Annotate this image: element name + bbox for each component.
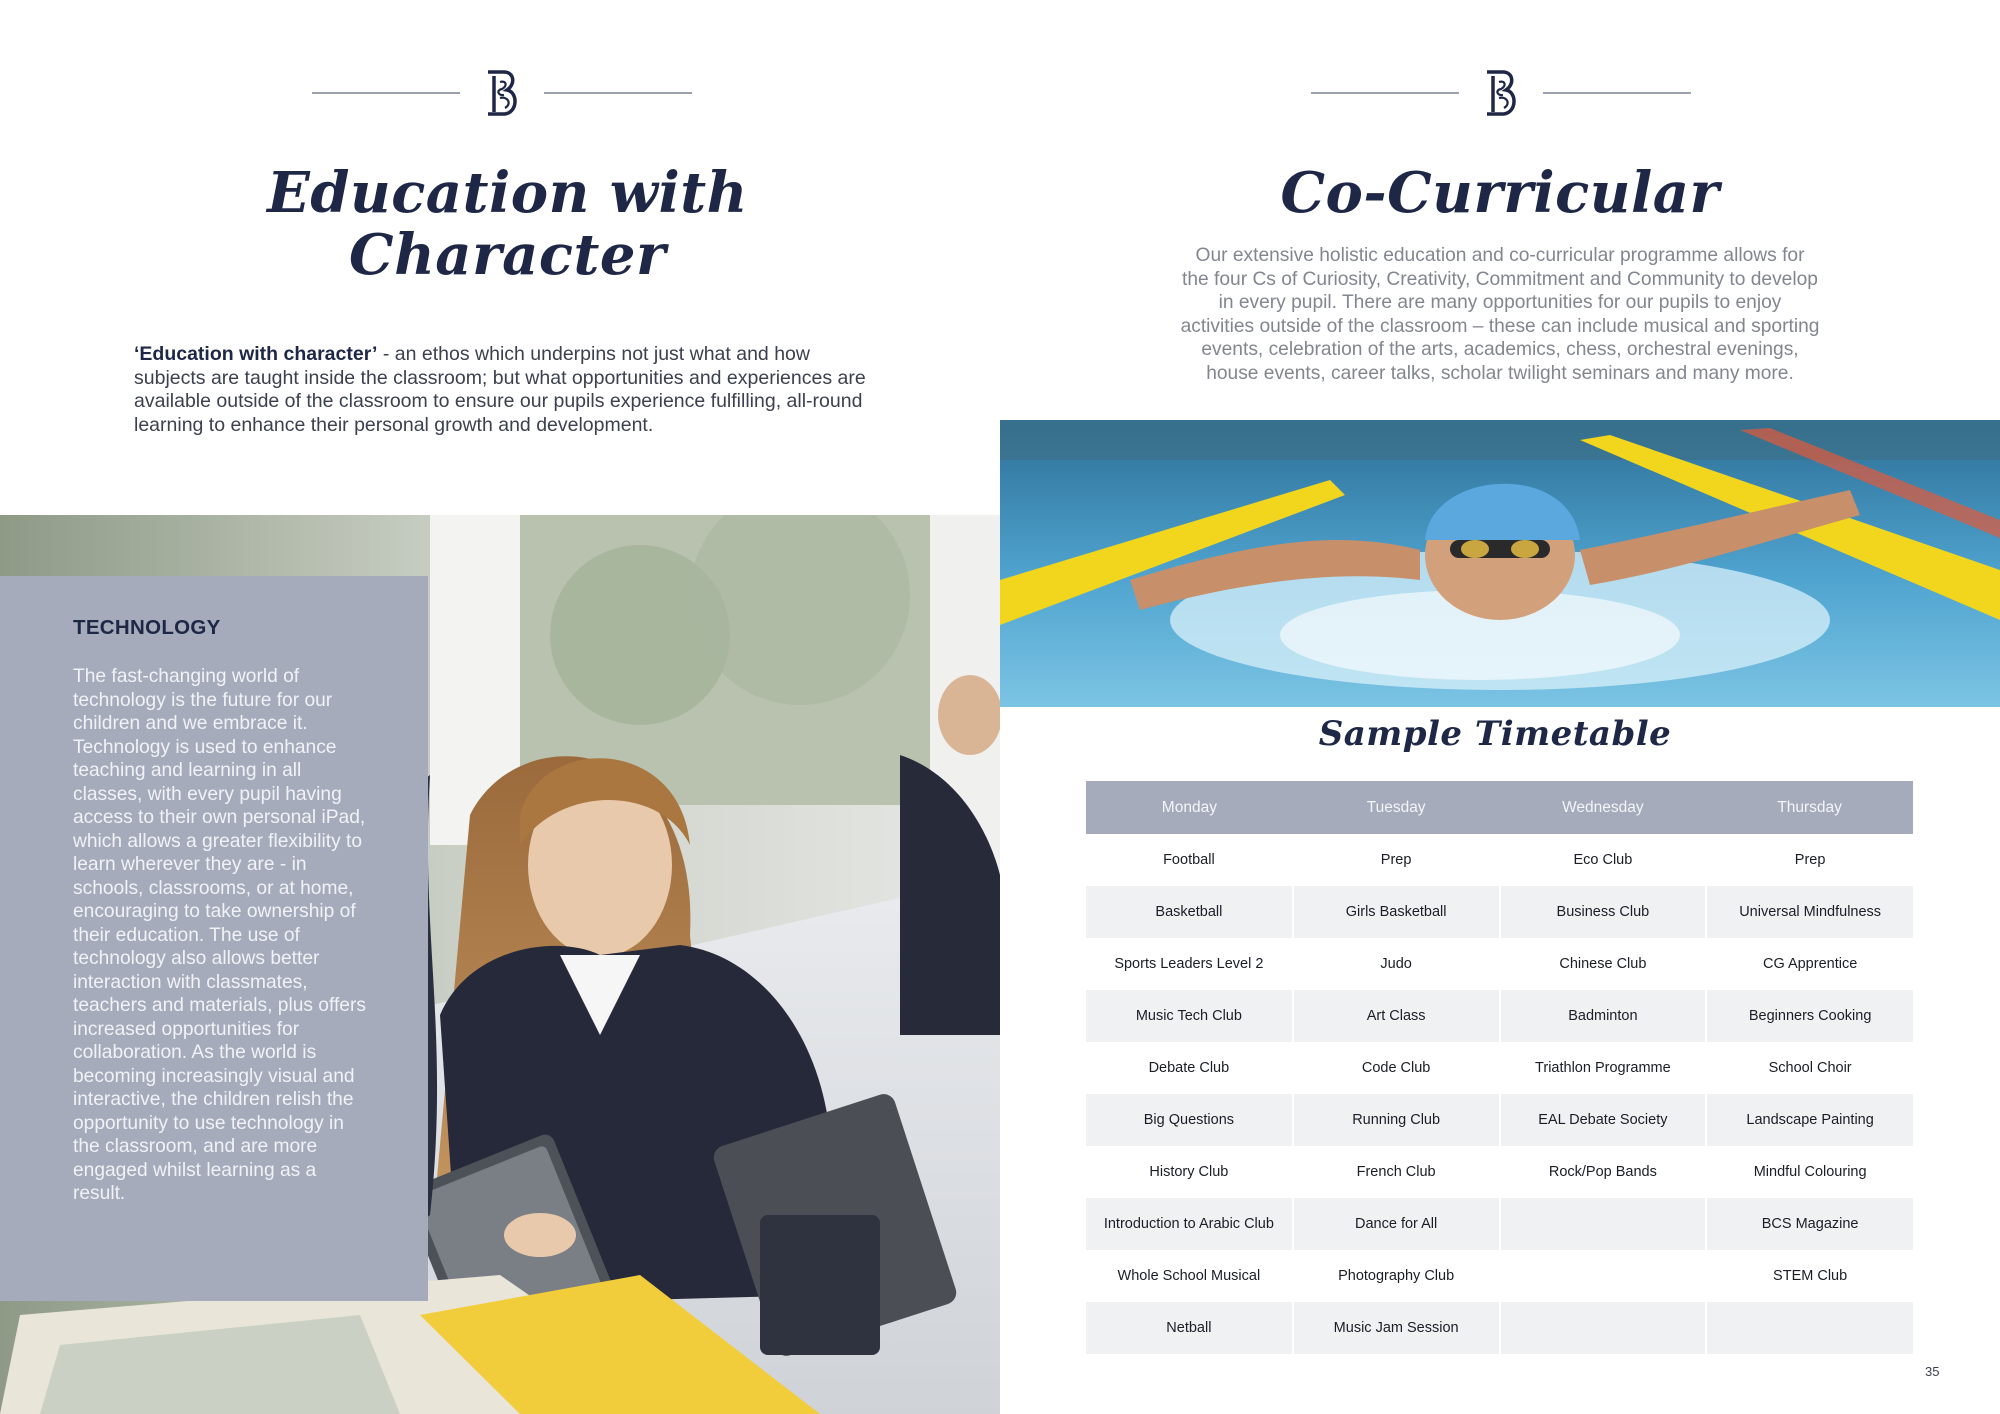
divider-line <box>1311 92 1459 94</box>
crest-logo-icon <box>480 68 524 118</box>
table-cell: Business Club <box>1500 886 1707 938</box>
timetable-title: Sample Timetable <box>1318 714 1672 754</box>
table-row <box>1086 938 1913 990</box>
intro-bold-phrase: ‘Education with character’ <box>134 343 378 365</box>
table-cell: Photography Club <box>1293 1250 1500 1302</box>
sample-timetable <box>1086 781 1913 1354</box>
timetable-header-row <box>1086 781 1913 834</box>
table-cell: Music Jam Session <box>1293 1302 1500 1354</box>
table-row <box>1086 1198 1913 1250</box>
column-header: Wednesday <box>1500 781 1707 834</box>
table-cell: History Club <box>1086 1146 1293 1198</box>
table-row <box>1086 1302 1913 1354</box>
table-cell: Mindful Colouring <box>1753 1164 1867 1180</box>
table-row <box>1086 1094 1913 1146</box>
table-cell: Code Club <box>1293 1042 1500 1094</box>
table-cell <box>1706 1302 1913 1354</box>
table-cell: Basketball <box>1086 886 1293 938</box>
left-crest-emblem <box>312 68 692 118</box>
crest-logo-icon <box>1479 68 1523 118</box>
table-cell: Big Questions <box>1086 1094 1293 1146</box>
swimmer-photo-illustration <box>1000 420 2000 707</box>
table-cell: Art Class <box>1293 990 1500 1042</box>
technology-body: The fast-changing world of technology is the future for our children and we embrace it. Technology is used to enhance teaching and learning in all classes, with every pupil having access to their own personal iPad, which allows a greater flexibility to learn wherever they are - in schools, classrooms, or at home, encouraging to take ownership of their education. The use of technology also allows better interaction with classmates, teachers and materials, plus offers increased opportunities for collaboration. As the world is becoming increasingly visual and interactive, the children relish the opportunity to use technology in the classroom, and are more engaged whilst learning as a result. <box>73 666 366 1204</box>
table-cell: Triathlon Programme <box>1500 1042 1707 1094</box>
table-cell: Music Tech Club <box>1086 990 1293 1042</box>
page-title-co-curricular: Co-Curricular <box>1280 160 1720 226</box>
table-cell: Dance for All <box>1293 1198 1500 1250</box>
technology-panel <box>0 576 428 1301</box>
table-cell: Prep <box>1794 852 1826 868</box>
table-row <box>1086 1250 1913 1302</box>
column-header: Tuesday <box>1293 781 1500 834</box>
table-cell: Eco Club <box>1500 834 1707 886</box>
table-row <box>1086 834 1913 886</box>
table-cell: Landscape Painting <box>1706 1094 1913 1146</box>
table-cell: Running Club <box>1293 1094 1500 1146</box>
table-cell: Universal Mindfulness <box>1706 886 1913 938</box>
title-line-2: Character <box>349 222 666 288</box>
table-cell: Football <box>1086 834 1293 886</box>
intro-paragraph <box>134 343 874 437</box>
table-cell: Girls Basketball <box>1293 886 1500 938</box>
table-row <box>1086 1042 1913 1094</box>
table-row <box>1086 886 1913 938</box>
table-cell <box>1500 1250 1707 1302</box>
column-header: Thursday <box>1706 781 1913 834</box>
table-cell: EAL Debate Society <box>1500 1094 1707 1146</box>
title-line-1: Education with <box>267 160 748 226</box>
divider-line <box>544 92 692 94</box>
page-title-education-with-character <box>150 162 865 286</box>
table-cell: STEM Club <box>1773 1268 1848 1284</box>
table-cell: French Club <box>1293 1146 1500 1198</box>
table-cell: Judo <box>1293 938 1500 990</box>
table-cell <box>1500 1198 1707 1250</box>
table-cell <box>1500 1302 1707 1354</box>
table-row <box>1086 1146 1913 1198</box>
table-cell: Whole School Musical <box>1086 1250 1293 1302</box>
swimmer-photo <box>1000 420 2000 707</box>
page-number: 35 <box>1925 1364 1940 1379</box>
table-row <box>1086 990 1913 1042</box>
intro-text: - an ethos which underpins not just what and how subjects are taught inside the classroom; but what opportunities and experiences are available outside of the classroom to ensure our pupils experience fulfilling, all-round learning to enhance their personal growth and development. <box>134 343 866 436</box>
table-cell: Introduction to Arabic Club <box>1086 1198 1293 1250</box>
column-header: Monday <box>1086 781 1293 834</box>
table-cell: CG Apprentice <box>1762 956 1858 972</box>
table-cell: Badminton <box>1500 990 1707 1042</box>
table-cell: Debate Club <box>1086 1042 1293 1094</box>
divider-line <box>1543 92 1691 94</box>
table-cell: Beginners Cooking <box>1706 990 1913 1042</box>
table-cell: Sports Leaders Level 2 <box>1086 938 1293 990</box>
table-cell: Netball <box>1086 1302 1293 1354</box>
table-cell: Rock/Pop Bands <box>1500 1146 1707 1198</box>
right-crest-emblem <box>1311 68 1691 118</box>
table-cell: Chinese Club <box>1500 938 1707 990</box>
divider-line <box>312 92 460 94</box>
table-cell: School Choir <box>1768 1060 1852 1076</box>
table-cell: BCS Magazine <box>1706 1198 1913 1250</box>
table-cell: Prep <box>1293 834 1500 886</box>
technology-heading: TECHNOLOGY <box>73 616 221 639</box>
co-curricular-body: Our extensive holistic education and co-curricular programme allows for the four Cs of Curiosity, Creativity, Commitment and Community to develop in every pupil. There are many opportunities for our pupils to enjoy activities outside of the classroom – these can include musical and sporting events, celebration of the arts, academics, chess, orchestral evenings, house events, career talks, scholar twilight seminars and many more. <box>1180 245 1820 384</box>
